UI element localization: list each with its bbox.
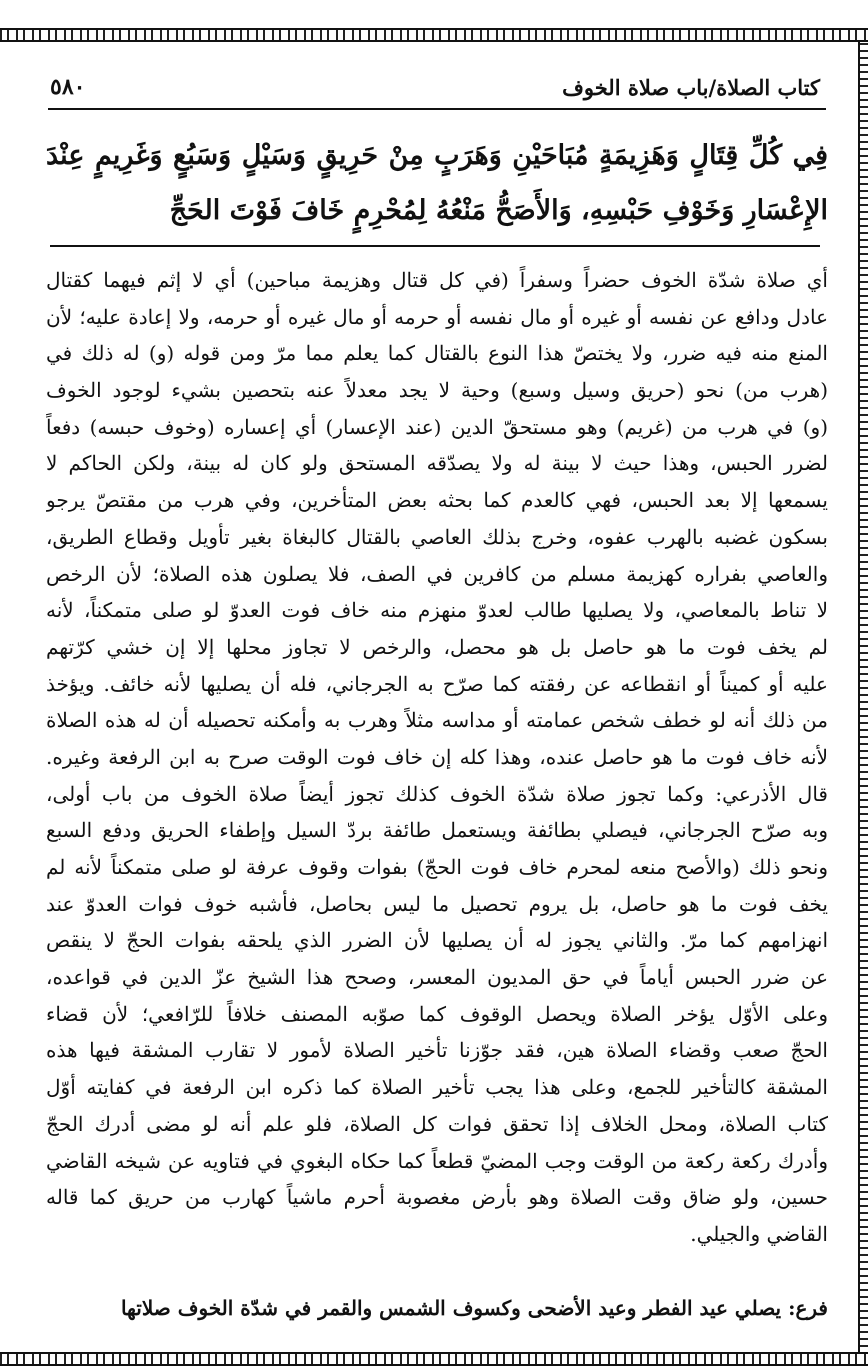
page-header [50,70,820,104]
running-title: كتاب الصلاة/باب صلاة الخوف [562,74,820,100]
sharh-line: وعلى الأوّل يؤخر الصلاة ويحصل الوقوف كما صوّبه المصنف خلافاً للرّافعي؛ لأن قضاء [46,1001,828,1026]
top-ornamental-border [0,28,868,42]
sharh-line: ونحو ذلك (والأصح منعه لمحرم خاف فوت الحجّ) بفوات وقوف عرفة لو صلى متمكناً لأنه لم [46,855,828,879]
sharh-line: عادل ودافع عن نفسه أو غيره أو مال نفسه أو حرمه أو مال غيره أو حرمه، ولا إعادة عليه؛ لأن [46,304,828,329]
sharh-commentary [46,262,828,1253]
right-ornamental-border [858,40,868,1354]
header-rule [48,108,826,110]
sharh-line: وأدرك ركعة ركعة من الوقت وجب المضيّ قطعاً كما حكاه البغوي في فتاويه عن شيخه القاضي [46,1148,828,1173]
sharh-line: القاضي والجيلي. [690,1221,828,1246]
sharh-line: انهزامهم كما مرّ. والثاني يجوز له أن يصليها لأن الضرر الذي يلحقه بفوات الحجّ لا ينقص [46,928,828,953]
sharh-line: لم يخف فوت ما هو حاصل بل هو محصل، والرخص لا تجاوز محلها إلا إن خشي كرّتهم [46,634,828,659]
matn-separator [50,245,820,247]
sharh-line: والعاصي بفراره كهزيمة مسلم من كافرين في الصف، فلا يصلون هذه الصلاة؛ لأن الرخص [46,561,828,586]
sharh-line: (و) في هرب من (غريم) وهو مستحقّ الدين (عند الإعسار) أي إعساره (وخوف حبسه) دفعاً [46,414,828,439]
sharh-line: أي صلاة شدّة الخوف حضراً وسفراً (في كل قتال وهزيمة مباحين) أي لا إثم فيهما كقتال [46,268,828,292]
sharh-line: عن ضرر الحبس أياماً في حق المديون المعسر، وصحح هذا الشيخ عزّ الدين في قواعده، [46,965,828,990]
sharh-line: لا تناط بالمعاصي، ولا يصليها طالب لعدوّ منهزم منه خاف فوت العدوّ لو صلى متمكناً، لأنه [46,598,828,623]
sharh-line: المنع منه فيه ضرر، ولا يختصّ هذا النوع بالقتال كما يعلم مما مرّ ومن قوله (و) له ذلك في [46,341,828,366]
sharh-line: لضرر الحبس، وهذا حيث لا بينة له ولا يصدّقه المستحق ولو كان له بينة، ولكن الحاكم لا [46,451,828,476]
matn-text: فِي كُلِّ قِتَالٍ وَهَزِيمَةٍ مُبَاحَيْنِ وَهَرَبٍ مِنْ حَرِيقٍ وَسَيْلٍ وَسَبُعٍ وَغَرِيمٍ عِنْدَ الإِعْسَارِ وَخَوْفِ حَبْسِهِ، وَالأَصَحُّ مَنْعُهُ لِمُحْرِمٍ خَافَ فَوْتَ الحَجِّ [46,140,828,226]
sharh-line: عليه أو كميناً أو انقطاعه عن رفقته كما صرّح به الجرجاني، فله أن يصليها لأنه خائف. ويؤخذ [46,671,828,696]
sharh-line: يسمعها إلا بعد الحبس، فهي كالعدم كما بحثه بعض المتأخرين، وفي هرب من مقتصّ يرجو [46,488,828,513]
page-number: ٥٨٠ [50,74,86,100]
sharh-line: لأنه خاف فوت ما هو حاصل عنده، وهذا كله إن خاف فوت الوقت صرح به ابن الرفعة وغيره. [46,744,828,769]
sharh-line: كتاب الصلاة، ومحل الخلاف إذا تحقق فوات كل الصلاة، فلو علم أنه لو مضى أدرك الحجّ [46,1111,828,1136]
sharh-line: الحجّ صعب وقضاء الصلاة هين، فقد جوّزنا تأخير الصلاة لأمور لا تقارب المشقة فيها هذه [46,1038,828,1063]
sharh-line: المشقة كالتأخير للجمع، وعلى هذا يجب تأخير الصلاة كما ذكره ابن الرفعة في كفايته أوّل [46,1075,828,1100]
sharh-line: يخف فوت ما هو حاصل، بل يروم تحصيل ما ليس بحاصل، فأشبه خوف فوات العدوّ عند [46,891,828,916]
sharh-line: بسكون غضبه بالهرب عفوه، وخرج بذلك العاصي بالقتال كالبغاة بغير تأويل وقطاع الطريق، [46,524,828,549]
sharh-line: (هرب من) نحو (حريق وسيل وسبع) وحية لا يجد معدلاً عنه بتحصين بشيء لوجود الخوف [46,378,828,403]
sharh-line: قال الأذرعي: وكما تجوز صلاة شدّة الخوف كذلك تجوز أيضاً صلاة الخوف من باب أولى، [46,781,828,806]
far-note: فرع: يصلي عيد الفطر وعيد الأضحى وكسوف الشمس والقمر في شدّة الخوف صلاتها [120,1296,828,1320]
bottom-ornamental-border [0,1352,868,1366]
sharh-line: حسين، ولو ضاق وقت الصلاة وهو بأرض مغصوبة أحرم ماشياً كهارب من حريق كما قاله [46,1185,828,1210]
sharh-line: من ذلك أنه لو خطف شخص عمامته أو مداسه مثلاً وهرب به وأمكنه تحصيله أن له هذه الصلاة [46,708,828,733]
sharh-line: وبه صرّح الجرجاني، فيصلي بطائفة ويستعمل طائفة بردّ السيل وإطفاء الحريق ودفع السبع [46,818,828,843]
